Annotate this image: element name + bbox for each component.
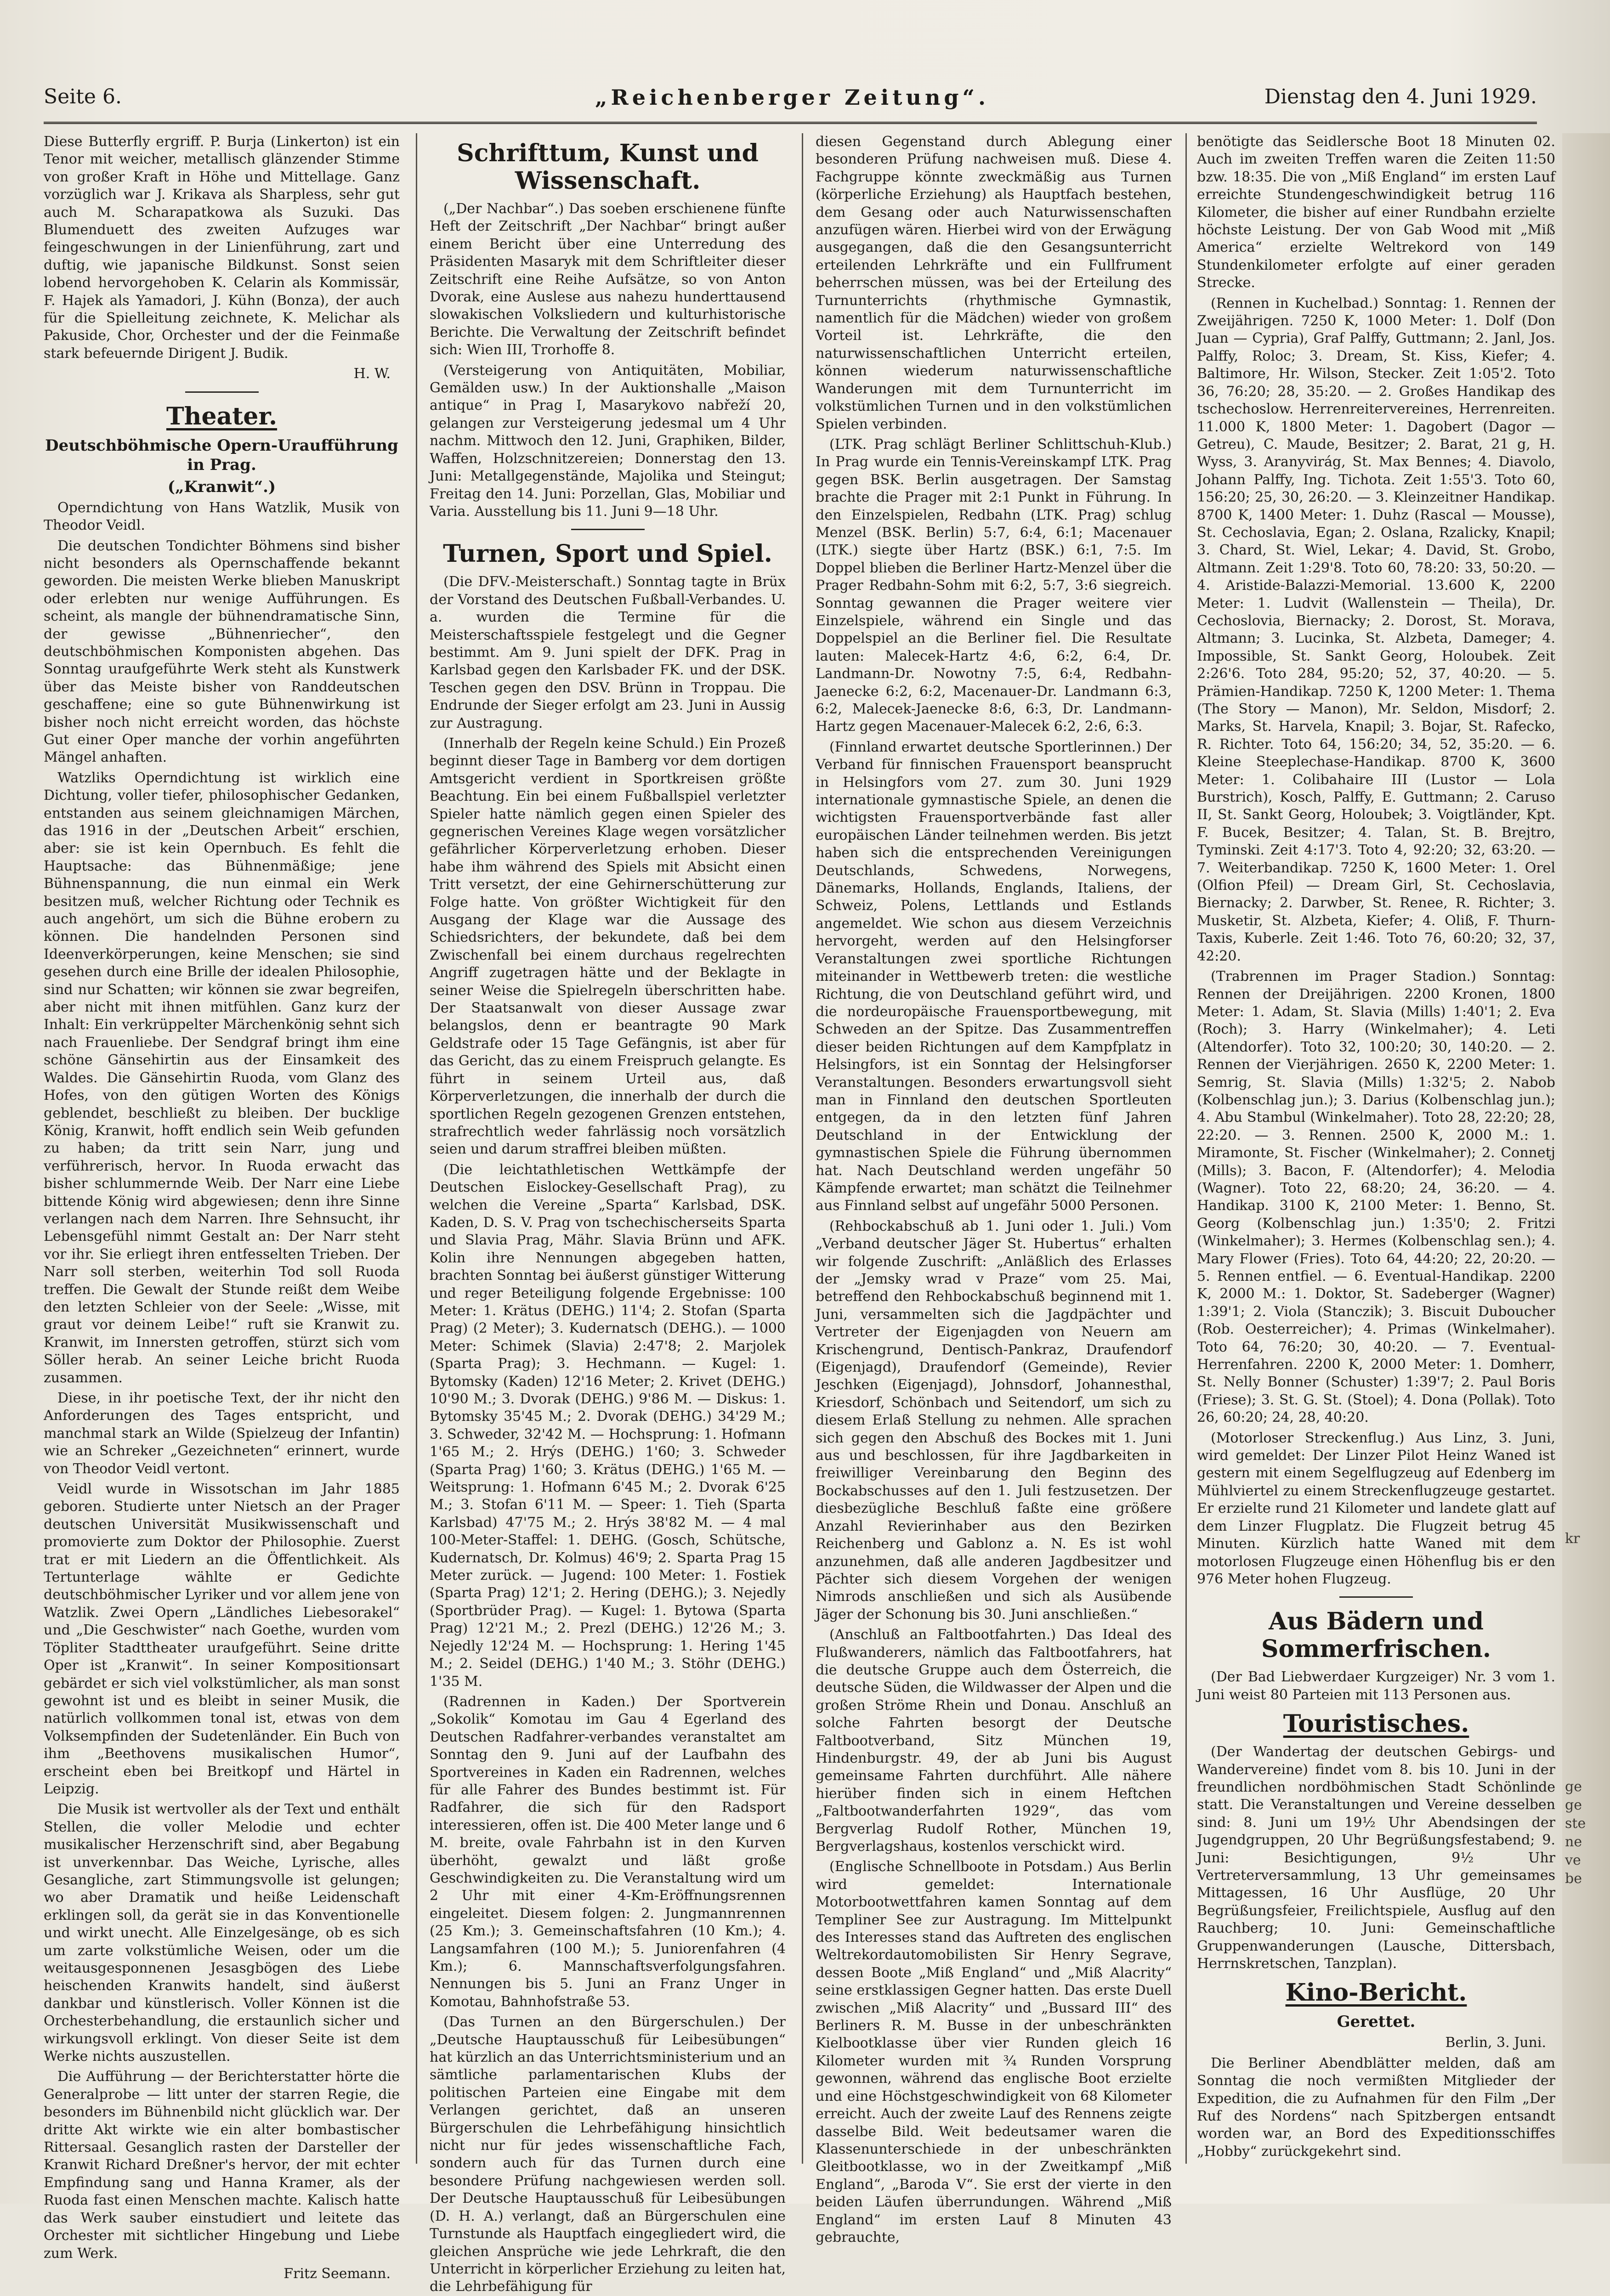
divider	[185, 391, 259, 393]
article-headline: Deutschböhmische Opern-Uraufführung in Prag.	[45, 436, 398, 474]
article-text: (Innerhalb der Regeln keine Schuld.) Ein Prozeß beginnt dieser Tage in Bamberg vor dem dortigen Amtsgericht verdient in Sportkreisen größte Beachtung. Ein bei einem Fußballspiel verletzter Spieler hatte nämlich gegen einen Spieler des gegnerischen Vereines Klage wegen vorsätzlicher gefährlicher Körperverletzung erhoben. Dieser habe ihm während des Spiels mit Absicht einen Tritt versetzt, der eine Gehirnerschütterung zur Folge hatte. Von größter Wichtigkeit für den Ausgang der Klage war die Aussage des Schiedsrichters, der bekundete, daß bei dem Zwischenfall bei einem durchaus regelrechten Angriff zugetragen hätte und der Beklagte in seiner Weise die Spielregeln überschritten habe. Der Staatsanwalt von dieser Aussage zwar belangslos, denn er beantragte 90 Mark Geldstrafe oder 15 Tage Gefängnis, ist aber für das Gericht, das zu einem Freispruch gelangte. Es führt in seinem Urteil aus, daß Körperverletzungen, die innerhalb der durch die sportlichen Regeln gezogenen Grenzen entstehen, strafrechtlich weder fahrlässig noch vorsätzlich seien und darum straffrei bleiben müßten.	[430, 735, 786, 1158]
column-2	[430, 133, 786, 2295]
article-text: diesen Gegenstand durch Ablegung einer besonderen Prüfung nachweisen muß. Diese 4. Fachgruppe könnte zweckmäßig aus Turnen (körperliche Erziehung) als Hauptfach bestehen, dem Gesang oder auch Naturwissenschaften anzufügen wären. Hierbei wird von der Erwägung ausgegangen, daß die den Gesangsunterricht erteilenden Lehrkräfte und ein Fullfrument beherrschen müssen, was bei der Erteilung des Turnunterrichts (rhythmische Gymnastik, namentlich für die Mädchen) wieder von großem Vorteil ist. Lehrkräfte, die den naturwissenschaftlichen Unterricht erteilen, können wiederum naturwissenschaftliche Wanderungen mit dem Turnunterricht im volkstümlichen Turnen und in den volkstümlichen Spielen verbinden.	[816, 134, 1172, 432]
article-text: (Finnland erwartet deutsche Sportlerinnen.) Der Verband für finnischen Frauensport beansprucht in Helsingfors vom 27. zum 30. Juni 1929 internationale gymnastische Spiele, an denen die wichtigsten Frauensportverbände fast aller europäischen Länder teilnehmen werden. Bis jetzt haben sich die entsprechenden Vereinigungen Deutschlands, Schwedens, Norwegens, Dänemarks, Hollands, Englands, Italiens, der Schweiz, Polens, Lettlands und Estlands angemeldet. Wie schon aus diesem Verzeichnis hervorgeht, werden auf den Helsingforser Veranstaltungen zwei sportliche Richtungen miteinander in Wettbewerb treten: die westliche Richtung, die von Deutschland geführt wird, und die nordeuropäische Frauensportbewegung, mit Schweden an der Spitze. Das Zusammentreffen dieser beiden Richtungen auf dem Kampfplatz in Helsingfors, ist ein Sonntag der Helsingforser Veranstaltungen. Besonders erwartungsvoll sieht man in Finnland den deutschen Sportleuten entgegen, da in den letzten fünf Jahren Deutschland in der Entwicklung der gymnastischen Spiele die Führung übernommen hat. Nach Deutschland werden ungefähr 50 Kämpfende erwartet; man schätzt die Teilnehmer aus Finnland selbst auf ungefähr 5000 Personen.	[816, 739, 1172, 1214]
author-signature: H. W.	[353, 366, 391, 382]
page-header	[44, 85, 1537, 124]
article-text: Veidl wurde in Wissotschan im Jahr 1885 geboren. Studierte unter Nietsch an der Prager deutschen Universität Musikwissenschaft und promovierte zum Doktor der Philosophie. Zuerst trat er mit Liedern an die Öffentlichkeit. Als Tertunterlage wählte er Gedichte deutschböhmischer Lyriker und vor allem jene von Watzlik. Zwei Opern „Ländliches Liebesorakel“ und „Die Geschwister“ nach Goethe, wurden vom Töpliter Stadttheater uraufgeführt. Seine dritte Oper ist „Kranwit“. In seiner Kompositionsart gebärdet er sich viel volkstümlicher, als man sonst gewohnt ist und es bleibt in seiner Musik, die natürlich vollkommen tonal ist, etwas von dem Volksempfinden der Sudetenländer. Ein Buch von ihm „Beethovens musikalischen Humor“, erscheint eben bei Breitkopf und Härtel in Leipzig.	[44, 1481, 400, 1797]
edge-fragment: kr	[1565, 1531, 1580, 1547]
newspaper-title: „Reichenberger Zeitung“.	[595, 85, 990, 110]
article-text: (Die DFV.-Meisterschaft.) Sonntag tagte in Brüx der Vorstand des Deutschen Fußball-Verbandes. U. a. wurden die Termine für die Meisterschaftsspiele festgelegt und die Gegner bestimmt. Am 9. Juni spielt der DFK. Prag in Karlsbad gegen den Karlsbader FK. und der DSK. Teschen gegen den DSV. Brünn in Troppau. Die Endrunde der Sieger erfolgt am 23. Juni in Aussig zur Austragung.	[430, 574, 786, 731]
article-text: Watzliks Operndichtung ist wirklich eine Dichtung, voller tiefer, philosophischer Gedanken, entstanden aus seinem gleichnamigen Märchen, das 1916 in der „Deutschen Arbeit“ erschien, aber: sie ist kein Opernbuch. Es fehlt die Hauptsache: das Bühnenmäßige; jene Bühnenspannung, die nun einmal ein Werk besitzen muß, welcher Richtung oder Technik es auch angehört, um sich die Bühne erobern zu können. Die handelnden Personen sind Ideenverkörperungen, keine Menschen; sie sind gesehen durch eine Brille der idealen Philosophie, sind nur Schatten; wir können sie zwar begreifen, aber nicht mit ihnen mitfühlen. Ganz kurz der Inhalt: Ein verkrüppelter Märchenkönig sehnt sich nach Frauenliebe. Der Sendgraf bringt ihm eine schöne Gänsehirtin aus der Einsamkeit des Waldes. Die Gänsehirtin Ruoda, vom Glanz des Hofes, von den gütigen Worten des Königs geblendet, beschließt zu bleiben. Der bucklige König, Kranwit, hofft endlich sein Weib gefunden zu haben; da tritt sein Narr, jung und verführerisch, hervor. In Ruoda erwacht das bisher schlummernde Weib. Der Narr eine Liebe bittende König wird abgewiesen; denn ihre Sinne verlangen nach dem Narren. Ihre Sehnsucht, ihr Lebensgefühl nimmt Gestalt an: Der Narr steht vor ihr. Sie erliegt ihren entfesselten Trieben. Der Narr soll sterben, weiterhin Tod soll Ruoda treffen. Die Gewalt der Stunde reißt dem Weibe den letzten Schleier von der Seele: „Wisse, mit graut vor deinem Leibe!“ ruft sie Kranwit zu. Kranwit, im Innersten getroffen, stürzt sich vom Söller herab. An seiner Leiche bricht Ruoda zusammen.	[44, 769, 400, 1386]
divider	[1339, 1596, 1413, 1598]
article-text: (Die leichtathletischen Wettkämpfe der Deutschen Eislockey-Gesellschaft Prag), zu welchen die Vereine „Sparta“ Karlsbad, DSK. Kaden, D. S. V. Prag von tschechischerseits Sparta und Slavia Prag, Mähr. Slavia Brünn und AFK. Kolin ihre Nennungen abgegeben hatten, brachten Sonntag bei äußerst günstiger Witterung und reger Beteiligung folgende Ergebnisse: 100 Meter: 1. Krätus (DEHG.) 11'4; 2. Stofan (Sparta Prag) (2 Meter); 3. Kudernatsch (DEHG.). — 1000 Meter: Schimek (Slavia) 2:47'8; 2. Marjolek (Sparta Prag); 3. Hechmann. — Kugel: 1. Bytomsky (Kaden) 12'16 Meter; 2. Krivet (DEHG.) 10'90 M.; 3. Dvorak (DEHG.) 9'86 M. — Diskus: 1. Bytomsky 35'45 M.; 2. Dvorak (DEHG.) 34'29 M.; 3. Schweder, 32'42 M. — Hochsprung: 1. Hofmann 1'65 M.; 2. Hrýs (DEHG.) 1'60; 3. Schweder (Sparta Prag) 1'60; 3. Krätus (DEHG.) 1'65 M. — Weitsprung: 1. Hofmann 6'45 M.; 2. Dvorak 6'25 M.; 3. Stofan 6'11 M. — Speer: 1. Tieh (Sparta Karlsbad) 47'75 M.; 2. Hrýs 38'82 M. — 4 mal 100-Meter-Staffel: 1. DEHG. (Gosch, Schütsche, Kudernatsch, Dr. Kolmus) 46'9; 2. Sparta Prag 15 Meter zurück. — Jugend: 100 Meter: 1. Fostiek (Sparta Prag) 12'1; 2. Hering (DEHG.); 3. Nejedly (Sportbrüder Prag). — Kugel: 1. Bytowa (Sparta Prag) 12'21 M.; 2. Prezl (DEHG.) 12'26 M.; 3. Nejedly 12'24 M. — Hochsprung: 1. Hering 1'45 M.; 2. Seidel (DEHG.) 1'40 M.; 3. Stöhr (DEHG.) 1'35 M.	[430, 1161, 786, 1690]
section-heading-kino: Kino-Bericht.	[1285, 1979, 1467, 2007]
column-rule	[1185, 133, 1187, 2164]
section-heading-theater: Theater.	[166, 402, 278, 430]
section-heading-touristisches: Touristisches.	[1283, 1710, 1469, 1738]
article-text: (Rehbockabschuß ab 1. Juni oder 1. Juli.) Vom „Verband deutscher Jäger St. Hubertus“ erhalten wir folgende Zuschrift: „Anläßlich des Erlasses der „Jemsky wrad v Praze“ vom 25. Mai, betreffend den Rehbockabschuß beginnend mit 1. Juni, versammelten sich die Jagdpächter und Vertreter der Eigenjagden von Neuern am Krischengrund, Dentisch-Pankraz, Draufendorf (Eigenjagd), Draufendorf (Gemeinde), Revier Jeschken (Eigenjagd), Johnsdorf, Johannesthal, Kriesdorf, Schönbach und Seitendorf, um sich zu diesem Erlaß Stellung zu nehmen. Alle sprachen sich gegen den Abschuß des Bockes mit 1. Juni aus und beschlossen, für ihre Jagdbarkeiten in freiwilliger Vereinbarung den Beginn des Bockabschusses auf den 1. Juli festzusetzen. Der diesbezügliche Beschluß faßte eine größere Anzahl Revierinhaber aus den Bezirken Reichenberg und Gablonz a. N. Es ist wohl anzunehmen, daß alle anderen Jagdbesitzer und Pächter sich diesem Vorgehen der wenigen Nimrods anschließen und sich als Ausübende Jäger der Schonung bis 30. Juni anschließen.“	[816, 1218, 1172, 1623]
edge-fragment: be	[1565, 1871, 1582, 1887]
column-rule	[416, 133, 417, 2164]
article-text: (Motorloser Streckenflug.) Aus Linz, 3. Juni, wird gemeldet: Der Linzer Pilot Heinz Waned ist gestern mit einem Segelflugzeug auf Edenberg im Mühlviertel zu einem Streckenflugzeuge gestartet. Er erzielte rund 21 Kilometer und landete glatt auf dem Linzer Flugplatz. Die Flugzeit betrug 45 Minuten. Kürzlich hatte Waned mit dem motorlosen Flugzeuge einen Höhenflug bis er den 976 Meter hohen Flugzeug.	[1197, 1430, 1555, 1587]
article-text: (Der Bad Liebwerdaer Kurgzeiger) Nr. 3 vom 1. Juni weist 80 Parteien mit 113 Personen aus.	[1197, 1669, 1555, 1703]
article-dateline: Berlin, 3. Juni.	[1445, 2035, 1546, 2051]
edge-fragment: ste	[1565, 1815, 1586, 1832]
edge-fragment: ge	[1565, 1779, 1582, 1795]
article-text: Die Berliner Abendblätter melden, daß am Sonntag die noch vermißten Mitglieder der Expedition, die zu Aufnahmen für den Film „Der Ruf des Nordens“ nach Spitzbergen entsandt worden war, an Bord des Expeditionsschiffes „Hobby“ zurückgekehrt sind.	[1197, 2055, 1555, 2160]
article-text: („Der Nachbar“.) Das soeben erschienene fünfte Heft der Zeitschrift „Der Nachbar“ bringt außer einem Bericht über eine Unterredung des Präsidenten Masaryk mit dem Schriftleiter dieser Zeitschrift eine Reihe Aufsätze, so von Anton Dvorak, eine Auslese aus nahezu hunderttausend slowakischen Volksliedern und kulturhistorische Berichte. Die Verwaltung der Zeitschrift befindet sich: Wien III, Trorhoffe 8.	[430, 201, 786, 358]
page-number: Seite 6.	[44, 85, 122, 108]
article-text: (Englische Schnellboote in Potsdam.) Aus Berlin wird gemeldet: Internationale Motorbootwettfahren kamen Sonntag auf dem Templiner See zur Austragung. Im Mittelpunkt des Interesses stand das Auftreten des englischen Weltrekordautomobilisten Sir Henry Segrave, dessen Boote „Miß England“ und „Miß Alacrity“ seine erstklassigen Gegner hatten. Das erste Duell zwischen „Miß Alacrity“ und „Bussard III“ des Berliners R. M. Busse in der unbeschränkten Kielbootklasse über vier Runden gleich 16 Kilometer wurden mit ¾ Runden Vorsprung gewonnen, während das englische Boot erzielte und eine Höchstgeschwindigkeit von 68 Kilometer erreicht. Auch der zweite Lauf des Rennens zeigte dasselbe Bild. Weit bedeutsamer waren die Klassenunterschiede in der unbeschränkten Gleitbootklasse, wo in der Zweitkampf „Miß England“, „Baroda V“. Sie erst der vierte in den beiden Läufen überrundungen. Während „Miß England“ im ersten Lauf 8 Minuten 43 gebrauchte,	[816, 1859, 1172, 2245]
section-heading-sport: Turnen, Sport und Spiel.	[443, 540, 772, 568]
edge-fragment: ve	[1565, 1852, 1581, 1868]
edge-fragment: ge	[1565, 1797, 1582, 1813]
section-heading-schrifttum: Schrifttum, Kunst und Wissenschaft.	[457, 139, 759, 195]
adjacent-page-edge	[1562, 133, 1610, 2164]
article-credit: Operndichtung von Hans Watzlik, Musik von Theodor Veidl.	[44, 499, 400, 534]
column-rule	[802, 133, 803, 2164]
article-text: (LTK. Prag schlägt Berliner Schlittschuh-Klub.) In Prag wurde ein Tennis-Vereinskampf LTK. Prag gegen BSK. Berlin ausgetragen. Der Samstag brachte die Prager mit 2:1 Punkt in Führung. In den Einzelspielen, Redbahn (LTK. Prag) schlug Menzel (BSK. Berlin) 5:7, 6:4, 6:1; Macenauer (LTK.) siegte über Hartz (BSK.) 6:1, 7:5. Im Doppel blieben die Berliner Hartz-Menzel über die Prager Redbahn-Sohm mit 6:2, 5:7, 3:6 siegreich. Sonntag gewannen die Prager weitere vier Einzelspiele, während ein Single und das Doppelspiel an die Berliner fiel. Die Resultate lauten: Malecek-Hartz 4:6, 6:2, 6:4, Dr. Landmann-Dr. Nowotny 7:5, 6:4, Redbahn-Jaenecke 6:2, 6:2, Macenauer-Dr. Landmann 6:3, 6:2, Malecek-Jaenecke 8:6, 6:3, Dr. Landmann-Hartz gegen Macenauer-Malecek 6:2, 2:6, 6:3.	[816, 436, 1172, 735]
article-text: Diese Butterfly ergriff. P. Burja (Linkerton) ist ein Tenor mit weicher, metallisch glänzender Stimme von großer Kraft in Höhe und Mittellage. Ganz vorzüglich war J. Krikava als Sharpless, sehr gut auch M. Scharapatkowa als Suzuki. Das Blumenduett des zweiten Aufzuges war feingeschwungen in der Linienführung, zart und duftig, wie japanische Bildkunst. Sonst seien lobend hervorgehoben K. Celarin als Kommissär, F. Hajek als Yamadori, J. Kühn (Bonza), der auch für die Spielleitung zeichnete, K. Melichar als Pakuside, Chor, Orchester und der die Feinmaße stark befeuernde Dirigent J. Budik.	[44, 134, 400, 362]
article-headline: Gerettet.	[1337, 2013, 1416, 2031]
section-heading-baeder: Aus Bädern und Sommerfrischen.	[1261, 1607, 1491, 1663]
article-text: Diese, in ihr poetische Text, der ihr nicht den Anforderungen des Tages entspricht, und manchmal stark an Wilde (Spielzeug der Infantin) wie an Schreker „Gezeichneten“ erinnert, wurde von Theodor Veidl vertont.	[44, 1390, 400, 1477]
article-text: (Versteigerung von Antiquitäten, Mobiliar, Gemälden usw.) In der Auktionshalle „Maison antique“ in Prag I, Masarykovo nabřeží 20, gelangen zur Versteigerung jedesmal um 4 Uhr nachm. Mittwoch den 12. Juni, Graphiken, Bilder, Waffen, Holzschnitzereien; Donnerstag den 13. Juni: Metallgegenstände, Majolika und Steingut; Freitag den 14. Juni: Porzellan, Glas, Mobiliar und Varia. Ausstellung bis 11. Juni 9—18 Uhr.	[430, 362, 786, 520]
column-3	[816, 133, 1172, 2245]
divider	[571, 529, 645, 530]
article-text: Die Aufführung — der Berichterstatter hörte die Generalprobe — litt unter der starren Regie, die besonders im Bühnenbild nicht glücklich war. Der dritte Akt wirkte wie ein alter bombastischer Rittersaal. Gesanglich rasten der Darsteller der Kranwit Richard Dreßner's hervor, der mit echter Empfindung sang und Hanna Kramer, als der Ruoda fast einen Menschen machte. Kalisch hatte das Werk sauber einstudiert und leitete das Orchester mit sichtlicher Hingebung und Liebe zum Werk.	[44, 2069, 400, 2262]
column-4	[1197, 133, 1555, 2164]
edge-fragment: ne	[1565, 1834, 1582, 1850]
article-text: (Der Wandertag der deutschen Gebirgs- und Wandervereine) findet vom 8. bis 10. Juni in der freundlichen nordböhmischen Stadt Schönlinde statt. Die Veranstaltungen und Vereine desselben sind: 8. Juni um 19½ Uhr Abendsingen der Jugendgruppen, 20 Uhr Begrüßungsfestabend; 9. Juni: Besichtigungen, 9½ Uhr Vertreterversammlung, 13 Uhr gemeinsames Mittagessen, 16 Uhr Ausflüge, 20 Uhr Begrüßungsfeier, Freilichtspiele, Ausflug auf den Rauchberg; 10. Juni: Gemeinschaftliche Gruppenwanderungen (Lausche, Dittersbach, Herrnskretschen, Tanzplan).	[1197, 1744, 1555, 1972]
article-subheadline: („Kranwit“.)	[167, 477, 276, 496]
article-text: benötigte das Seidlersche Boot 18 Minuten 02. Auch im zweiten Treffen waren die Zeiten 11:50 bzw. 18:35. Die von „Miß England“ im ersten Lauf erreichte Stundengeschwindigkeit betrug 116 Kilometer, die bisher auf einer Rundbahn erzielte höchste Leistung. Der von Gab Wood mit „Miß America“ erzielte Weltrekord von 149 Stundenkilometer erfolgte auf einer geraden Strecke.	[1197, 134, 1555, 291]
article-text: (Das Turnen an den Bürgerschulen.) Der „Deutsche Hauptausschuß für Leibesübungen“ hat kürzlich an das Unterrichtsministerium und an sämtliche parlamentarischen Klubs der politischen Parteien eine Eingabe mit dem Verlangen gerichtet, daß an unseren Bürgerschulen die Lehrbefähigung hinsichtlich nicht nur für jedes wissenschaftliche Fach, sondern auch für das Turnen durch eine besondere Prüfung nachgewiesen werden soll. Der Deutsche Hauptausschuß für Leibesübungen (D. H. A.) verlangt, daß an Bürgerschulen eine Turnstunde als Hauptfach eingegliedert wird, die gleichen Ansprüche wie jede Lehrkraft, die den Unterricht in körperlicher Erziehung zu leiten hat, die Lehrbefähigung für	[430, 2014, 786, 2295]
article-text: (Radrennen in Kaden.) Der Sportverein „Sokolik“ Komotau im Gau 4 Egerland des Deutschen Radfahrer-verbandes veranstaltet am Sonntag den 9. Juni auf der Laufbahn des Sportvereines in Kaden ein Radrennen, welches für alle Fahrer des Bundes bestimmt ist. Für Radfahrer, die sich für den Radsport interessieren, offen ist. Die 400 Meter lange und 6 M. breite, ovale Fahrbahn ist in den Kurven überhöht, gewalzt und läßt große Geschwindigkeiten zu. Die Veranstaltung wird um 2 Uhr mit einer 4-Km-Eröffnungsrennen eingeleitet. Diesem folgen: 2. Jungmannrennen (25 Km.); 3. Gemeinschaftsfahren (10 Km.); 4. Langsamfahren (100 M.); 5. Juniorenfahren (4 Km.); 6. Mannschaftsverfolgungsfahren. Nennungen bis 5. Juni an Franz Unger in Komotau, Bahnhofstraße 53.	[430, 1693, 786, 2010]
article-text: (Anschluß an Faltbootfahrten.) Das Ideal des Flußwanderers, nämlich das Faltbootfahrers, hat die deutsche Gruppe auch dem Österreich, die deutsche Süden, die Wildwasser der Alpen und die großen Ströme Rhein und Donau. Anschluß an solche Fahrten besorgt der Deutsche Faltbootverband, Sitz München 19, Hindenburgstr. 49, der ab Juni bis August gemeinsame Fahrten durchführt. Alle nähere hierüber finden sich in einem Heftchen „Faltbootwanderfahrten 1929“, das vom Bergverlag Rudolf Rother, München 19, Bergverlagshaus, kostenlos verschickt wird.	[816, 1627, 1172, 1855]
column-1	[44, 133, 400, 2282]
article-text: Die deutschen Tondichter Böhmens sind bisher nicht besonders als Opernschaffende bekannt geworden. Die meisten Werke blieben Manuskript oder erlebten nur wenige Aufführungen. Es scheint, als mangle der bühnendramatische Sinn, der gewisse „Bühnenriecher“, den deutschböhmischen Komponisten abgehen. Das Sonntag uraufgeführte Werk steht als Kunstwerk über das Meiste bisher von Randdeutschen geschaffene; eine so gute Bühnenwirkung ist bisher noch nicht erreicht worden, das höchste Gut einer Oper manche der vorhin angeführten Mängel anhaften.	[44, 537, 400, 766]
issue-date: Dienstag den 4. Juni 1929.	[1264, 85, 1537, 108]
article-text: (Rennen in Kuchelbad.) Sonntag: 1. Rennen der Zweijährigen. 7250 K, 1000 Meter: 1. Dolf (Don Juan — Cypria), Graf Palffy, Guttmann; 2. Janl, Jos. Palffy, Roloc; 3. Dream, St. Kiss, Kiefer; 4. Baltimore, Hr. Wilson, Stecker. Zeit 1:05'2. Toto 36, 76:20; 28, 35:20. — 2. Großes Handikap des tschechoslow. Herrenreitervereines, Herrenreiten. 11.000 K, 1800 Meter: 1. Dagobert (Dagor — Getreu), C. Maude, Besitzer; 2. Barat, 21 g, H. Wyss, 3. Aranyvirág, St. Max Bennes; 4. Diavolo, Johann Palffy, Ing. Tichota. Zeit 1:55'3. Toto 60, 156:20; 25, 30, 26:20. — 3. Kleinzeitner Handikap. 8700 K, 1400 Meter: 1. Duhz (Rascal — Mousse), St. Cechoslavia, Egan; 2. Oslana, Rzalicky, Knapil; 3. Chard, St. Wiel, Lekar; 4. David, St. Grobo, Altmann. Zeit 1:29'8. Toto 60, 78:20: 33, 50:20. — 4. Aristide-Balazzi-Memorial. 13.600 K, 2200 Meter: 1. Ludvit (Wallenstein — Theila), Dr. Cechoslovia, Biernacky; 2. Dorost, St. Morava, Altmann; 3. Lucinka, St. Alzbeta, Dameger; 4. Impossible, St. Sankt Georg, Holoubek. Zeit 2:26'6. Toto 284, 95:20; 52, 37, 40:20. — 5. Prämien-Handikap. 7250 K, 1200 Meter: 1. Thema (The Story — Manon), Mr. Seldon, Misdorf; 2. Marks, St. Harvela, Knapil; 3. Bojar, St. Rafecko, R. Richter. Toto 64, 156:20; 34, 52, 35:20. — 6. Kleine Steeplechase-Handikap. 8700 K, 3600 Meter: 1. Colibahaire III (Lustor — Lola Burstrich), Kosch, Palffy, E. Guttmann; 2. Caruso II, St. Sankt Georg, Holoubek; 3. Voigtländer, Kpt. F. Bucek, Besitzer; 4. Talan, St. B. Brejtro, Tyminski. Zeit 4:17'3. Toto 4, 92:20; 32, 63:20. — 7. Weiterbandikap. 7250 K, 1600 Meter: 1. Orel (Olfion Pfeil) — Dream Girl, St. Cechoslavia, Biernacky; 2. Darwber, St. Renee, R. Richter; 3. Musketir, St. Alzbeta, Kiefer; 4. Oliß, F. Thurn-Taxis, Kuberle. Zeit 1:46. Toto 76, 60:20; 32, 37, 42:20.	[1197, 295, 1555, 964]
article-text: (Trabrennen im Prager Stadion.) Sonntag: Rennen der Dreijährigen. 2200 Kronen, 1800 Meter: 1. Adam, St. Slavia (Mills) 1:40'1; 2. Eva (Roch); 3. Harry (Winkelmaher); 4. Leti (Altendorfer). Toto 32, 100:20; 30, 140:20. — 2. Rennen der Vierjährigen. 2650 K, 2200 Meter: 1. Semrig, St. Slavia (Mills) 1:32'5; 2. Nabob (Kolbenschlag jun.); 3. Darius (Kolbenschlag jun.); 4. Abu Stambul (Winkelmaher). Toto 28, 22:20; 28, 22:20. — 3. Rennen. 2500 K, 2000 M.: 1. Miramonte, St. Fischer (Winkelmaher); 2. Connetj (Mills); 3. Bacon, F. (Altendorfer); 4. Melodia (Wagner). Toto 22, 68:20; 24, 36:20. — 4. Handikap. 3100 K, 2100 Meter: 1. Benno, St. Georg (Kolbenschlag jun.) 1:35'0; 2. Fritzi (Winkelmaher); 3. Hermes (Kolbenschlag sen.); 4. Mary Flower (Fries). Toto 64, 44:20; 22, 20:20. — 5. Rennen entfiel. — 6. Eventual-Handikap. 2200 K, 2000 M.: 1. Doktor, St. Sadeberger (Wagner) 1:39'1; 2. Viola (Stanczik); 3. Biscuit Duboucher (Rob. Oesterreicher); 4. Primas (Winkelmaher). Toto 64, 76:20; 30, 40:20. — 7. Eventual-Herrenfahren. 2200 K, 2000 Meter: 1. Domherr, St. Nelly Bonner (Schuster) 1:39'7; 2. Paul Boris (Friese); 3. St. G. St. (Stoel); 4. Dona (Pollak). Toto 26, 60:20; 24, 28, 40:20.	[1197, 968, 1555, 1426]
author-signature: Fritz Seemann.	[283, 2265, 391, 2282]
article-text: Die Musik ist wertvoller als der Text und enthält Stellen, die voller Melodie und echter musikalischer Herzenschrift sind, aber Begabung ist unverkennbar. Das Weiche, Lyrische, alles Gesangliche, zart Stimmungsvolle ist gelungen; wo aber Dramatik und heiße Leidenschaft erklingen soll, da gerät sie in das Konventionelle und wirkt unecht. Alle Einzelgesänge, ob es sich um zarte volkstümliche Weisen, oder um die weitausgesponnenen Jesasgbögen des Liebe heischenden Kranwits handelt, sind äußerst dankbar und künstlerisch. Voller Können ist die Orchesterbehandlung, die erstaunlich sicher und wirkungsvoll erklingt. Von dieser Seite ist dem Werke nichts auszustellen.	[44, 1801, 400, 2065]
